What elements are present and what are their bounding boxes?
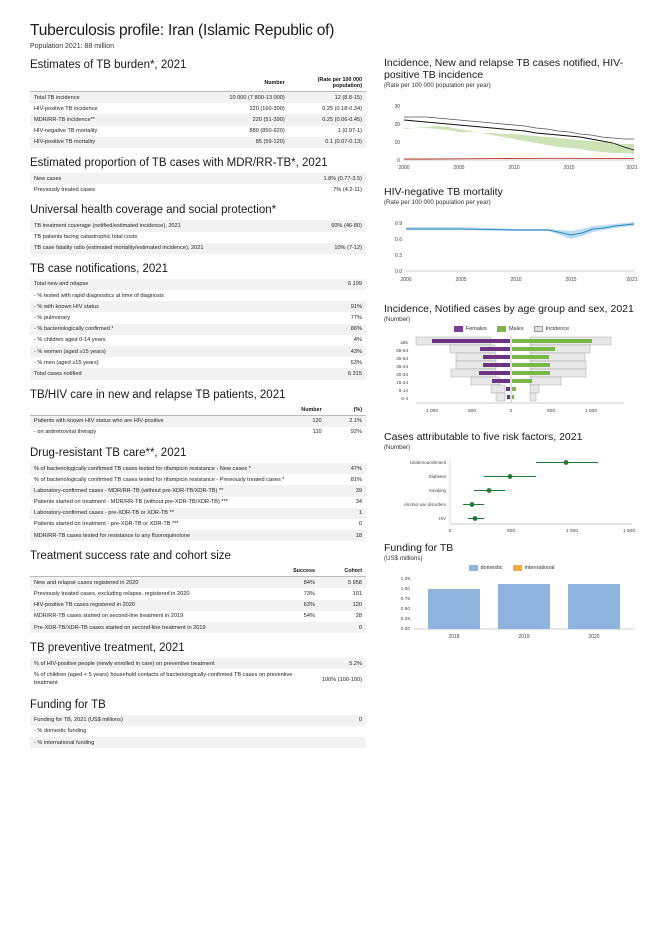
cell-value: 60% (46-80): [331, 222, 362, 229]
cat-5-14: 5-14: [398, 388, 408, 394]
chart-canvas: [384, 333, 639, 425]
cell-number: 880 (850-920): [249, 128, 285, 135]
cell-label: HIV-positive TB mortality: [34, 139, 96, 146]
cell-label: Patients started on treatment - pre-XDR-TB or XDR-TB ***: [34, 521, 179, 528]
funding-chart: [384, 542, 639, 652]
chart-subtitle: (US$ millions): [384, 555, 423, 563]
xtick-2018: 2018: [448, 634, 460, 641]
table-row: [30, 335, 366, 346]
cell-number: 120: [312, 418, 322, 425]
ytick-03: 0.3: [395, 253, 402, 260]
th-success: Success: [272, 566, 319, 577]
table-row: [30, 92, 366, 104]
ytick-10: 10: [394, 140, 400, 147]
cell-rate: 12 (8.8-15): [334, 94, 362, 101]
cell-rate: 0.1 (0.07-0.13): [325, 139, 362, 146]
xtick-2010: 2010: [508, 165, 520, 172]
ytick-30: 30: [394, 104, 400, 111]
cell-success: 54%: [303, 613, 315, 620]
legend-item-international: [513, 565, 555, 571]
hiv-positive-incidence-line: [404, 158, 634, 159]
chart-subtitle: (Number): [384, 316, 411, 324]
xtick-2005: 2005: [453, 165, 465, 172]
th-cohort: Cohort: [319, 566, 366, 577]
table-row: [30, 669, 366, 689]
cell-value: 1.8% (0.77-3.5): [323, 175, 362, 182]
th-number: Number: [188, 75, 289, 92]
cell-value: 4%: [353, 337, 362, 344]
legend-swatch-females: [454, 326, 463, 332]
table-row: [30, 474, 366, 485]
chart-title: HIV-negative TB mortality: [384, 186, 503, 199]
funding-bars-domestic: [428, 584, 620, 629]
ytick-025: 0.25: [400, 617, 410, 623]
incidence-notification-chart: [384, 57, 639, 180]
legend-item-domestic: [469, 565, 503, 571]
section-title-notifications: TB case notifications, 2021: [30, 262, 169, 275]
chart-canvas: [384, 572, 639, 652]
cell-label: - on antiretroviral therapy: [34, 429, 97, 436]
table-row: [30, 312, 366, 323]
xtick-left-500: 500: [467, 409, 477, 415]
th-blank: [30, 75, 188, 92]
table-row: [30, 577, 366, 589]
legend-label-incidence: Incidence: [545, 326, 570, 333]
cat-35-44: 35-44: [396, 364, 408, 370]
xtick-500: 500: [506, 529, 516, 535]
table-row: [30, 243, 366, 254]
cell-label: New cases: [34, 175, 62, 182]
cell-value: [326, 726, 366, 737]
legend-label-domestic: domestic: [480, 565, 503, 572]
section-title-preventive: TB preventive treatment, 2021: [30, 642, 185, 655]
cell-value: 77%: [350, 315, 362, 322]
cell-number: 220 (51-390): [252, 116, 285, 123]
ytick-20: 20: [394, 122, 400, 129]
table-row: [30, 324, 366, 335]
legend-swatch-domestic: [469, 565, 478, 571]
chart-legend: [384, 565, 639, 571]
xtick-2019: 2019: [518, 634, 530, 641]
table-row: [30, 427, 366, 438]
cell-label: - % pulmonary: [34, 315, 71, 322]
cell-label: - % international funding: [34, 739, 95, 746]
cell-value: [326, 737, 366, 748]
table-row: [30, 232, 366, 243]
table-row: [30, 114, 366, 125]
cell-value: 53%: [350, 359, 362, 366]
cell-label: Total cases notified: [34, 370, 82, 377]
cat-smoking: Smoking: [428, 488, 446, 494]
cell-value: 18: [355, 532, 362, 539]
cell-label: MDR/RR-TB cases started on second-line treatment in 2019: [34, 613, 184, 620]
cell-success: 84%: [303, 579, 315, 586]
cat-alcohol: Alcohol use disorders: [404, 502, 446, 508]
cell-label: % of children (aged < 5 years) household contacts of bacteriologically-confirmed TB cases on preventive treatment: [34, 671, 293, 686]
xtick-2005: 2005: [455, 277, 467, 284]
cell-label: Laboratory-confirmed cases - pre-XDR-TB or XDR-TB **: [34, 510, 174, 517]
section-title-drug-resistant: Drug-resistant TB care**, 2021: [30, 446, 187, 459]
cell-value: 0: [358, 521, 362, 528]
cell-value: 6 199: [348, 281, 362, 288]
legend-item-females: [454, 326, 487, 332]
cell-label: Total new and relapse: [34, 281, 89, 288]
cell-label: TB case fatality ratio (estimated mortality/estimated incidence), 2021: [34, 245, 204, 252]
table-treatment-success: [30, 566, 366, 633]
left-column: [30, 57, 366, 748]
cell-label: Previously treated cases: [34, 186, 95, 193]
table-row: [30, 588, 366, 599]
cell-label: Pre-XDR-TB/XDR-TB cases started on second-line treatment in 2019: [34, 624, 206, 631]
cell-label: - % women (aged ≥15 years): [34, 348, 106, 355]
cat-25-34: 25-34: [396, 372, 408, 378]
legend-item-males: [497, 326, 524, 332]
incidence-boxes: [416, 337, 611, 401]
cell-value: 100% (100-100): [321, 676, 362, 683]
cell-label: Patients with known HIV status who are HIV-positive: [34, 418, 164, 425]
cell-cohort: 101: [352, 591, 362, 598]
ytick-075: 0.75: [400, 597, 410, 603]
table-notifications: [30, 279, 366, 380]
cat-hiv: HIV: [438, 516, 446, 522]
cat-65plus: ≥65: [400, 340, 408, 346]
table-row: [30, 290, 366, 301]
legend-label-females: Females: [465, 326, 487, 333]
table-row: [30, 346, 366, 357]
xtick-2010: 2010: [510, 277, 522, 284]
xtick-2015: 2015: [565, 277, 577, 284]
chart-title: Incidence, Notified cases by age group and sex, 2021: [384, 303, 634, 316]
cat-0-4: 0-4: [401, 396, 408, 402]
cell-value: 10% (7-12): [334, 245, 362, 252]
cell-value: 34: [355, 499, 362, 506]
table-row: [30, 220, 366, 231]
cell-label: - % tested with rapid diagnostics at time of diagnosis: [34, 292, 164, 299]
chart-subtitle: (Number): [384, 444, 411, 452]
xtick-2020: 2020: [588, 634, 600, 641]
table-row: [30, 622, 366, 633]
table-row: [30, 368, 366, 379]
cell-value: 0: [358, 717, 362, 724]
cell-value: 1: [358, 510, 362, 517]
table-funding: [30, 715, 366, 749]
section-title-tbhiv: TB/HIV care in new and relapse TB patients, 2021: [30, 388, 286, 401]
cat-diabetes: Diabetes: [428, 474, 446, 480]
chart-title: Cases attributable to five risk factors, 2021: [384, 431, 583, 444]
th-number: Number: [279, 405, 326, 416]
cell-cohort: 0: [358, 624, 362, 631]
cell-label: Funding for TB, 2021 (US$ millions): [34, 717, 123, 724]
table-row: [30, 600, 366, 611]
table-row: [30, 497, 366, 508]
section-title-burden: Estimates of TB burden*, 2021: [30, 59, 187, 71]
th-rate: (Rate per 100 000 population): [289, 75, 366, 92]
page-title: Tuberculosis profile: Iran (Islamic Republic of): [30, 22, 335, 39]
chart-canvas: [384, 209, 639, 297]
ytick-06: 0.6: [395, 237, 402, 244]
cell-label: % of HIV-positive people (newly enrolled in care) on preventive treatment: [34, 660, 215, 667]
xtick-right-1000: 1 000: [584, 409, 598, 415]
chart-title: Incidence, New and relapse TB cases notified, HIV-positive TB incidence: [384, 57, 624, 82]
ytick-125: 1.25: [400, 577, 410, 583]
section-title-mdr-proportion: Estimated proportion of TB cases with MDR/RR-TB*, 2021: [30, 156, 328, 169]
chart-title: Funding for TB: [384, 542, 454, 555]
table-preventive: [30, 658, 366, 689]
cat-45-54: 45-54: [396, 356, 408, 362]
table-row: [30, 357, 366, 368]
cat-15-24: 15-24: [396, 380, 408, 386]
cell-number: 85 (59-120): [255, 139, 285, 146]
cell-rate: 1 (0.97-1): [337, 128, 362, 135]
cell-label: - % with known HIV status: [34, 303, 99, 310]
chart-subtitle: (Rate per 100 000 population per year): [384, 199, 491, 207]
cell-value: 5.2%: [349, 660, 362, 667]
right-column: [384, 57, 639, 748]
xtick-left-1000: 1 000: [425, 409, 439, 415]
table-row: [30, 737, 366, 748]
cell-success: 73%: [303, 591, 315, 598]
legend-swatch-males: [497, 326, 506, 332]
age-sex-pyramid-chart: [384, 303, 639, 425]
th-blank: [30, 566, 272, 577]
cell-value: 47%: [350, 465, 362, 472]
table-uhc: [30, 220, 366, 254]
cell-rate: 0.25 (0.06-0.45): [322, 116, 362, 123]
section-title-uhc: Universal health coverage and social protection*: [30, 204, 277, 217]
legend-label-males: Males: [508, 326, 524, 333]
table-row: [30, 726, 366, 737]
ytick-0: 0: [397, 158, 400, 165]
mortality-uncertainty-band: [406, 222, 634, 239]
cell-percent: 2.1%: [349, 418, 362, 425]
cell-label: Patients started on treatment - MDR/RR-TB (without pre-XDR-TB/XDR-TB) ***: [34, 499, 228, 506]
cell-label: % of bacteriologically confirmed TB cases tested for rifampicin resistance - Previously treated cases *: [34, 476, 285, 483]
cat-55-64: 55-64: [396, 348, 408, 354]
table-row: [30, 279, 366, 290]
section-title-treatment-success: Treatment success rate and cohort size: [30, 550, 231, 563]
cell-number: 110: [312, 429, 322, 436]
xtick-1000: 1 000: [565, 529, 579, 535]
cell-value: 6 315: [348, 370, 362, 377]
cat-undernourishment: Undernourishment: [409, 460, 446, 466]
cell-value: 81%: [350, 476, 362, 483]
table-row: [30, 530, 366, 541]
hiv-negative-mortality-chart: [384, 186, 639, 297]
table-row: [30, 485, 366, 496]
cell-label: HIV-negative TB mortality: [34, 128, 98, 135]
table-row: [30, 519, 366, 530]
legend-swatch-international: [513, 565, 522, 571]
cell-label: HIV-positive TB incidence: [34, 105, 98, 112]
risk-error-bars: [463, 463, 598, 519]
cell-label: HIV-positive TB cases registered in 2020: [34, 602, 135, 609]
table-burden: [30, 75, 366, 148]
ytick-00: 0.0: [395, 269, 402, 276]
table-row: [30, 301, 366, 312]
chart-canvas: [384, 92, 639, 180]
cell-value: 86%: [350, 326, 362, 333]
table-row: [30, 611, 366, 622]
cell-cohort: 28: [355, 613, 362, 620]
cell-label: - % bacteriologically confirmed *: [34, 326, 114, 333]
xtick-2021: 2021: [626, 165, 638, 172]
xtick-right-500: 500: [546, 409, 556, 415]
cell-success: 63%: [303, 602, 315, 609]
table-mdr-proportion: [30, 173, 366, 195]
table-drug-resistant: [30, 463, 366, 541]
xtick-2000: 2000: [398, 165, 410, 172]
table-row: [30, 463, 366, 474]
table-row: [30, 715, 366, 726]
xtick-0: 0: [448, 529, 452, 535]
cell-label: New and relapse cases registered in 2020: [34, 579, 139, 586]
ytick-100: 1.00: [400, 587, 410, 593]
table-row: [30, 173, 366, 184]
ytick-09: 0.9: [395, 221, 402, 228]
cell-label: MDR/RR-TB incidence**: [34, 116, 95, 123]
table-row: [30, 508, 366, 519]
table-row: [30, 658, 366, 669]
xtick-zero: 0: [509, 409, 513, 415]
risk-factors-chart: [384, 431, 639, 536]
cell-label: - % domestic funding: [34, 728, 87, 735]
table-row: [30, 137, 366, 148]
table-row: [30, 184, 366, 195]
chart-legend: [384, 326, 639, 332]
cell-number: 10 000 (7 800-13 000): [229, 94, 285, 101]
chart-canvas: [384, 454, 639, 536]
table-row: [30, 103, 366, 114]
xtick-2015: 2015: [563, 165, 575, 172]
legend-label-international: international: [524, 565, 555, 572]
xtick-2021: 2021: [626, 277, 638, 284]
cell-label: - % children aged 0-14 years: [34, 337, 106, 344]
cell-label: MDR/RR-TB cases tested for resistance to any fluoroquinolone: [34, 532, 191, 539]
th-blank: [30, 405, 279, 416]
table-row: [30, 415, 366, 427]
cell-label: Previously treated cases, excluding relapse, registered in 2020: [34, 591, 190, 598]
ytick-000: 0.00: [400, 627, 410, 633]
cell-cohort: 120: [352, 602, 362, 609]
cell-value: 91%: [350, 303, 362, 310]
th-percent: (%): [326, 405, 366, 416]
xtick-1500: 1 500: [622, 529, 636, 535]
cell-rate: 0.25 (0.18-0.34): [322, 105, 362, 112]
chart-subtitle: (Rate per 100 000 population per year): [384, 82, 491, 90]
cell-label: Laboratory-confirmed cases - MDR/RR-TB (without pre-XDR-TB/XDR-TB) **: [34, 487, 224, 494]
cell-label: % of bacteriologically confirmed TB cases tested for rifampicin resistance - New cases *: [34, 465, 251, 472]
table-tbhiv: [30, 405, 366, 438]
cell-success: [272, 622, 319, 633]
cell-label: TB treatment coverage (notified/estimated incidence), 2021: [34, 222, 181, 229]
cell-value: 7% (4.2-11): [333, 186, 362, 193]
xtick-2000: 2000: [400, 277, 412, 284]
population-line: Population 2021: 88 million: [30, 43, 115, 50]
cell-label: TB patients facing catastrophic total costs: [34, 234, 138, 241]
legend-swatch-incidence: [534, 326, 543, 332]
table-row: [30, 126, 366, 137]
cell-percent: 92%: [350, 429, 362, 436]
cell-value: 43%: [350, 348, 362, 355]
ytick-050: 0.50: [400, 607, 410, 613]
cell-label: Total TB incidence: [34, 94, 80, 101]
cell-value: 39: [355, 487, 362, 494]
section-title-funding: Funding for TB: [30, 698, 106, 711]
cell-label: - % men (aged ≥15 years): [34, 359, 99, 366]
legend-item-incidence: [534, 326, 570, 332]
cell-value: [299, 232, 366, 243]
cell-value: [312, 290, 366, 301]
cell-number: 220 (160-300): [249, 105, 285, 112]
cell-cohort: 5 958: [348, 579, 362, 586]
